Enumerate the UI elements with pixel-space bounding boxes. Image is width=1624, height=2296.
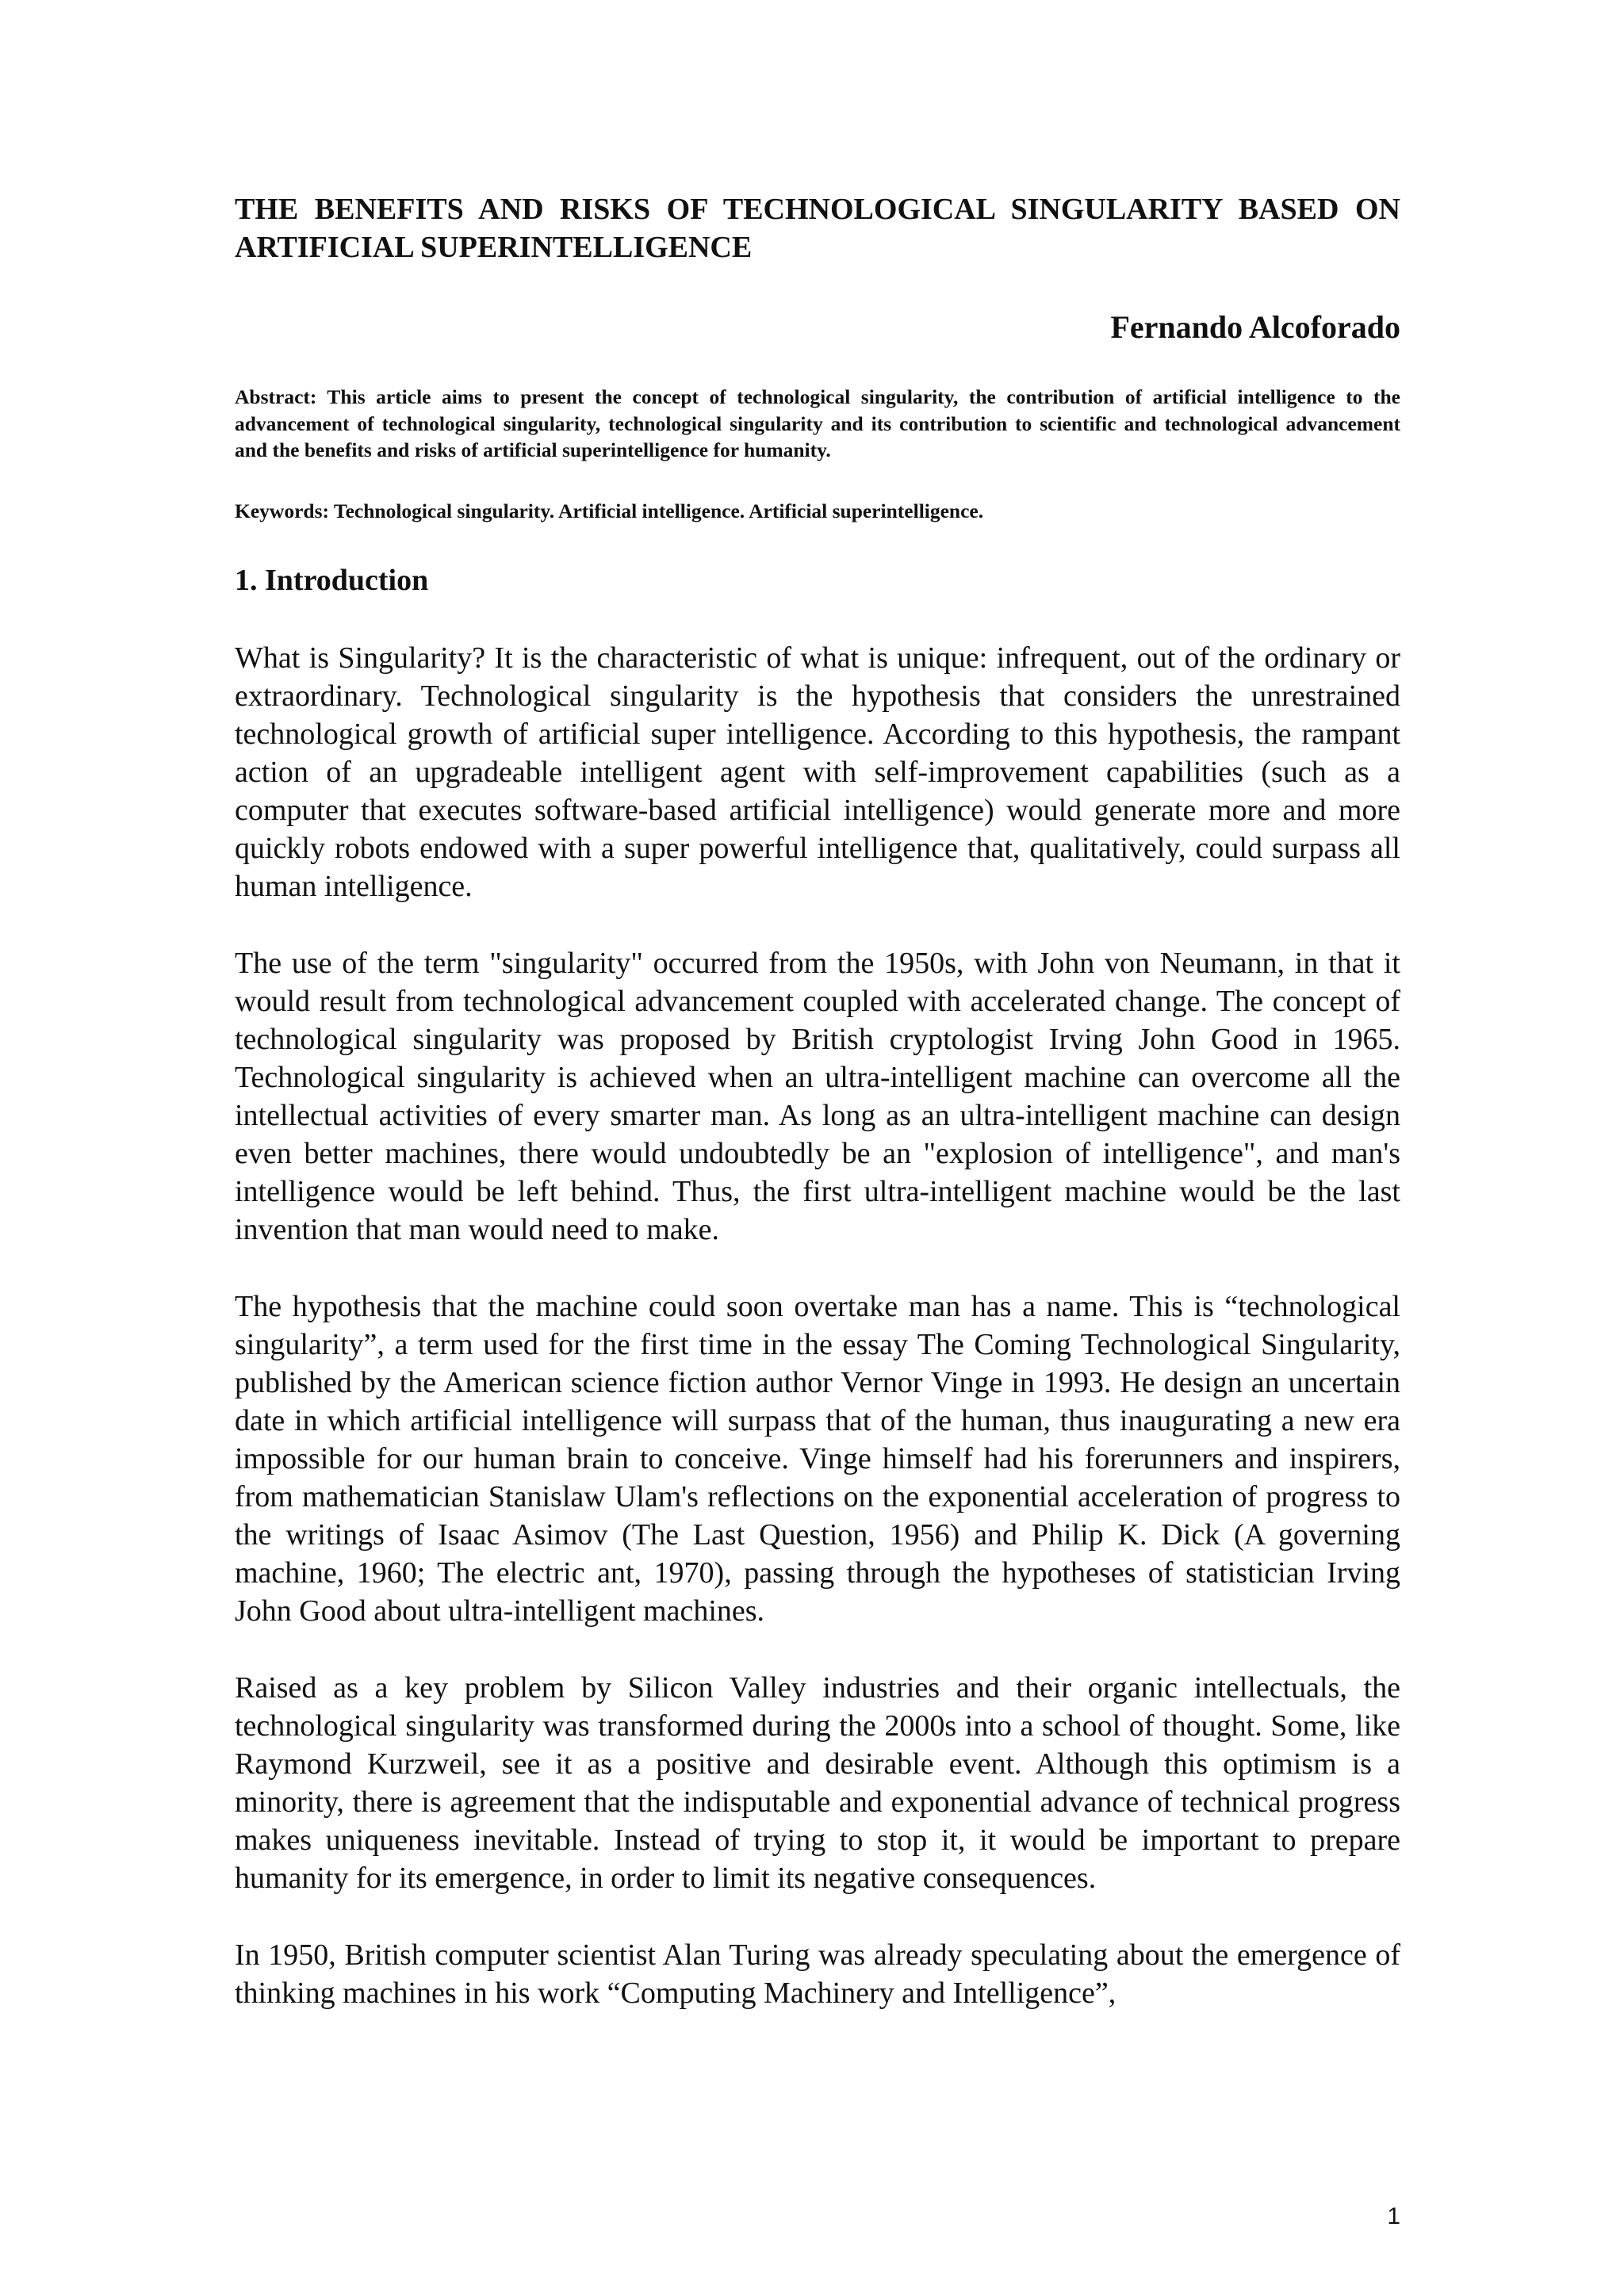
paragraph: The hypothesis that the machine could soon overtake man has a name. This is “technological singularity”, a term used for the first time in the essay The Coming Technological Singularity, published by the American science fiction author Vernor Vinge in 1993. He design an uncertain date in which artificial intelligence will surpass that of the human, thus inaugurating a new era impossible for our human brain to conceive. Vinge himself had his forerunners and inspirers, from mathematician Stanislaw Ulam's reflections on the exponential acceleration of progress to the writings of Isaac Asimov (The Last Question, 1956) and Philip K. Dick (A governing machine, 1960; The electric ant, 1970), passing through the hypotheses of statistician Irving John Good about ultra-intelligent machines. [235,1290,1400,1628]
paragraph: In 1950, British computer scientist Alan Turing was already speculating about the emergence of thinking machines in his work “Computing Machinery and Intelligence”, [235,1938,1400,2010]
document-page [235,0,1400,2296]
paragraph: What is Singularity? It is the characteristic of what is unique: infrequent, out of the ordinary or extraordinary. Technological singularity is the hypothesis that considers the unrestrained technological growth of artificial super intelligence. According to this hypothesis, the rampant action of an upgradeable intelligent agent with self-improvement capabilities (such as a computer that executes software-based artificial intelligence) would generate more and more quickly robots endowed with a super powerful intelligence that, qualitatively, could surpass all human intelligence. [235,641,1400,903]
section-heading-introduction: 1. Introduction [235,564,429,597]
keywords: Keywords: Technological singularity. Artificial intelligence. Artificial superintelligence. [235,499,984,522]
page-number: 1 [1387,2203,1400,2229]
paragraph: Raised as a key problem by Silicon Valley industries and their organic intellectuals, the technological singularity was transformed during the 2000s into a school of thought. Some, like Raymond Kurzweil, see it as a positive and desirable event. Although this optimism is a minority, there is agreement that the indisputable and exponential advance of technical progress makes uniqueness inevitable. Instead of trying to stop it, it would be important to prepare humanity for its emergence, in order to limit its negative consequences. [235,1671,1400,1895]
body-text [235,639,1400,2051]
article-title: THE BENEFITS AND RISKS OF TECHNOLOGICAL SINGULARITY BASED ON ARTIFICIAL SUPERINTELLIGENCE [235,193,1400,264]
author-name: Fernando Alcoforado [1110,309,1400,345]
abstract: Abstract: This article aims to present the concept of technological singularity, the contribution of artificial intelligence to the advancement of technological singularity, technological singularity and its contribution to scientific and technological advancement and the benefits and risks of artificial superintelligence for humanity. [235,385,1400,461]
paragraph: The use of the term "singularity" occurred from the 1950s, with John von Neumann, in that it would result from technological advancement coupled with accelerated change. The concept of technological singularity was proposed by British cryptologist Irving John Good in 1965. Technological singularity is achieved when an ultra-intelligent machine can overcome all the intellectual activities of every smarter man. As long as an ultra-intelligent machine can design even better machines, there would undoubtedly be an "explosion of intelligence", and man's intelligence would be left behind. Thus, the first ultra-intelligent machine would be the last invention that man would need to make. [235,947,1400,1246]
